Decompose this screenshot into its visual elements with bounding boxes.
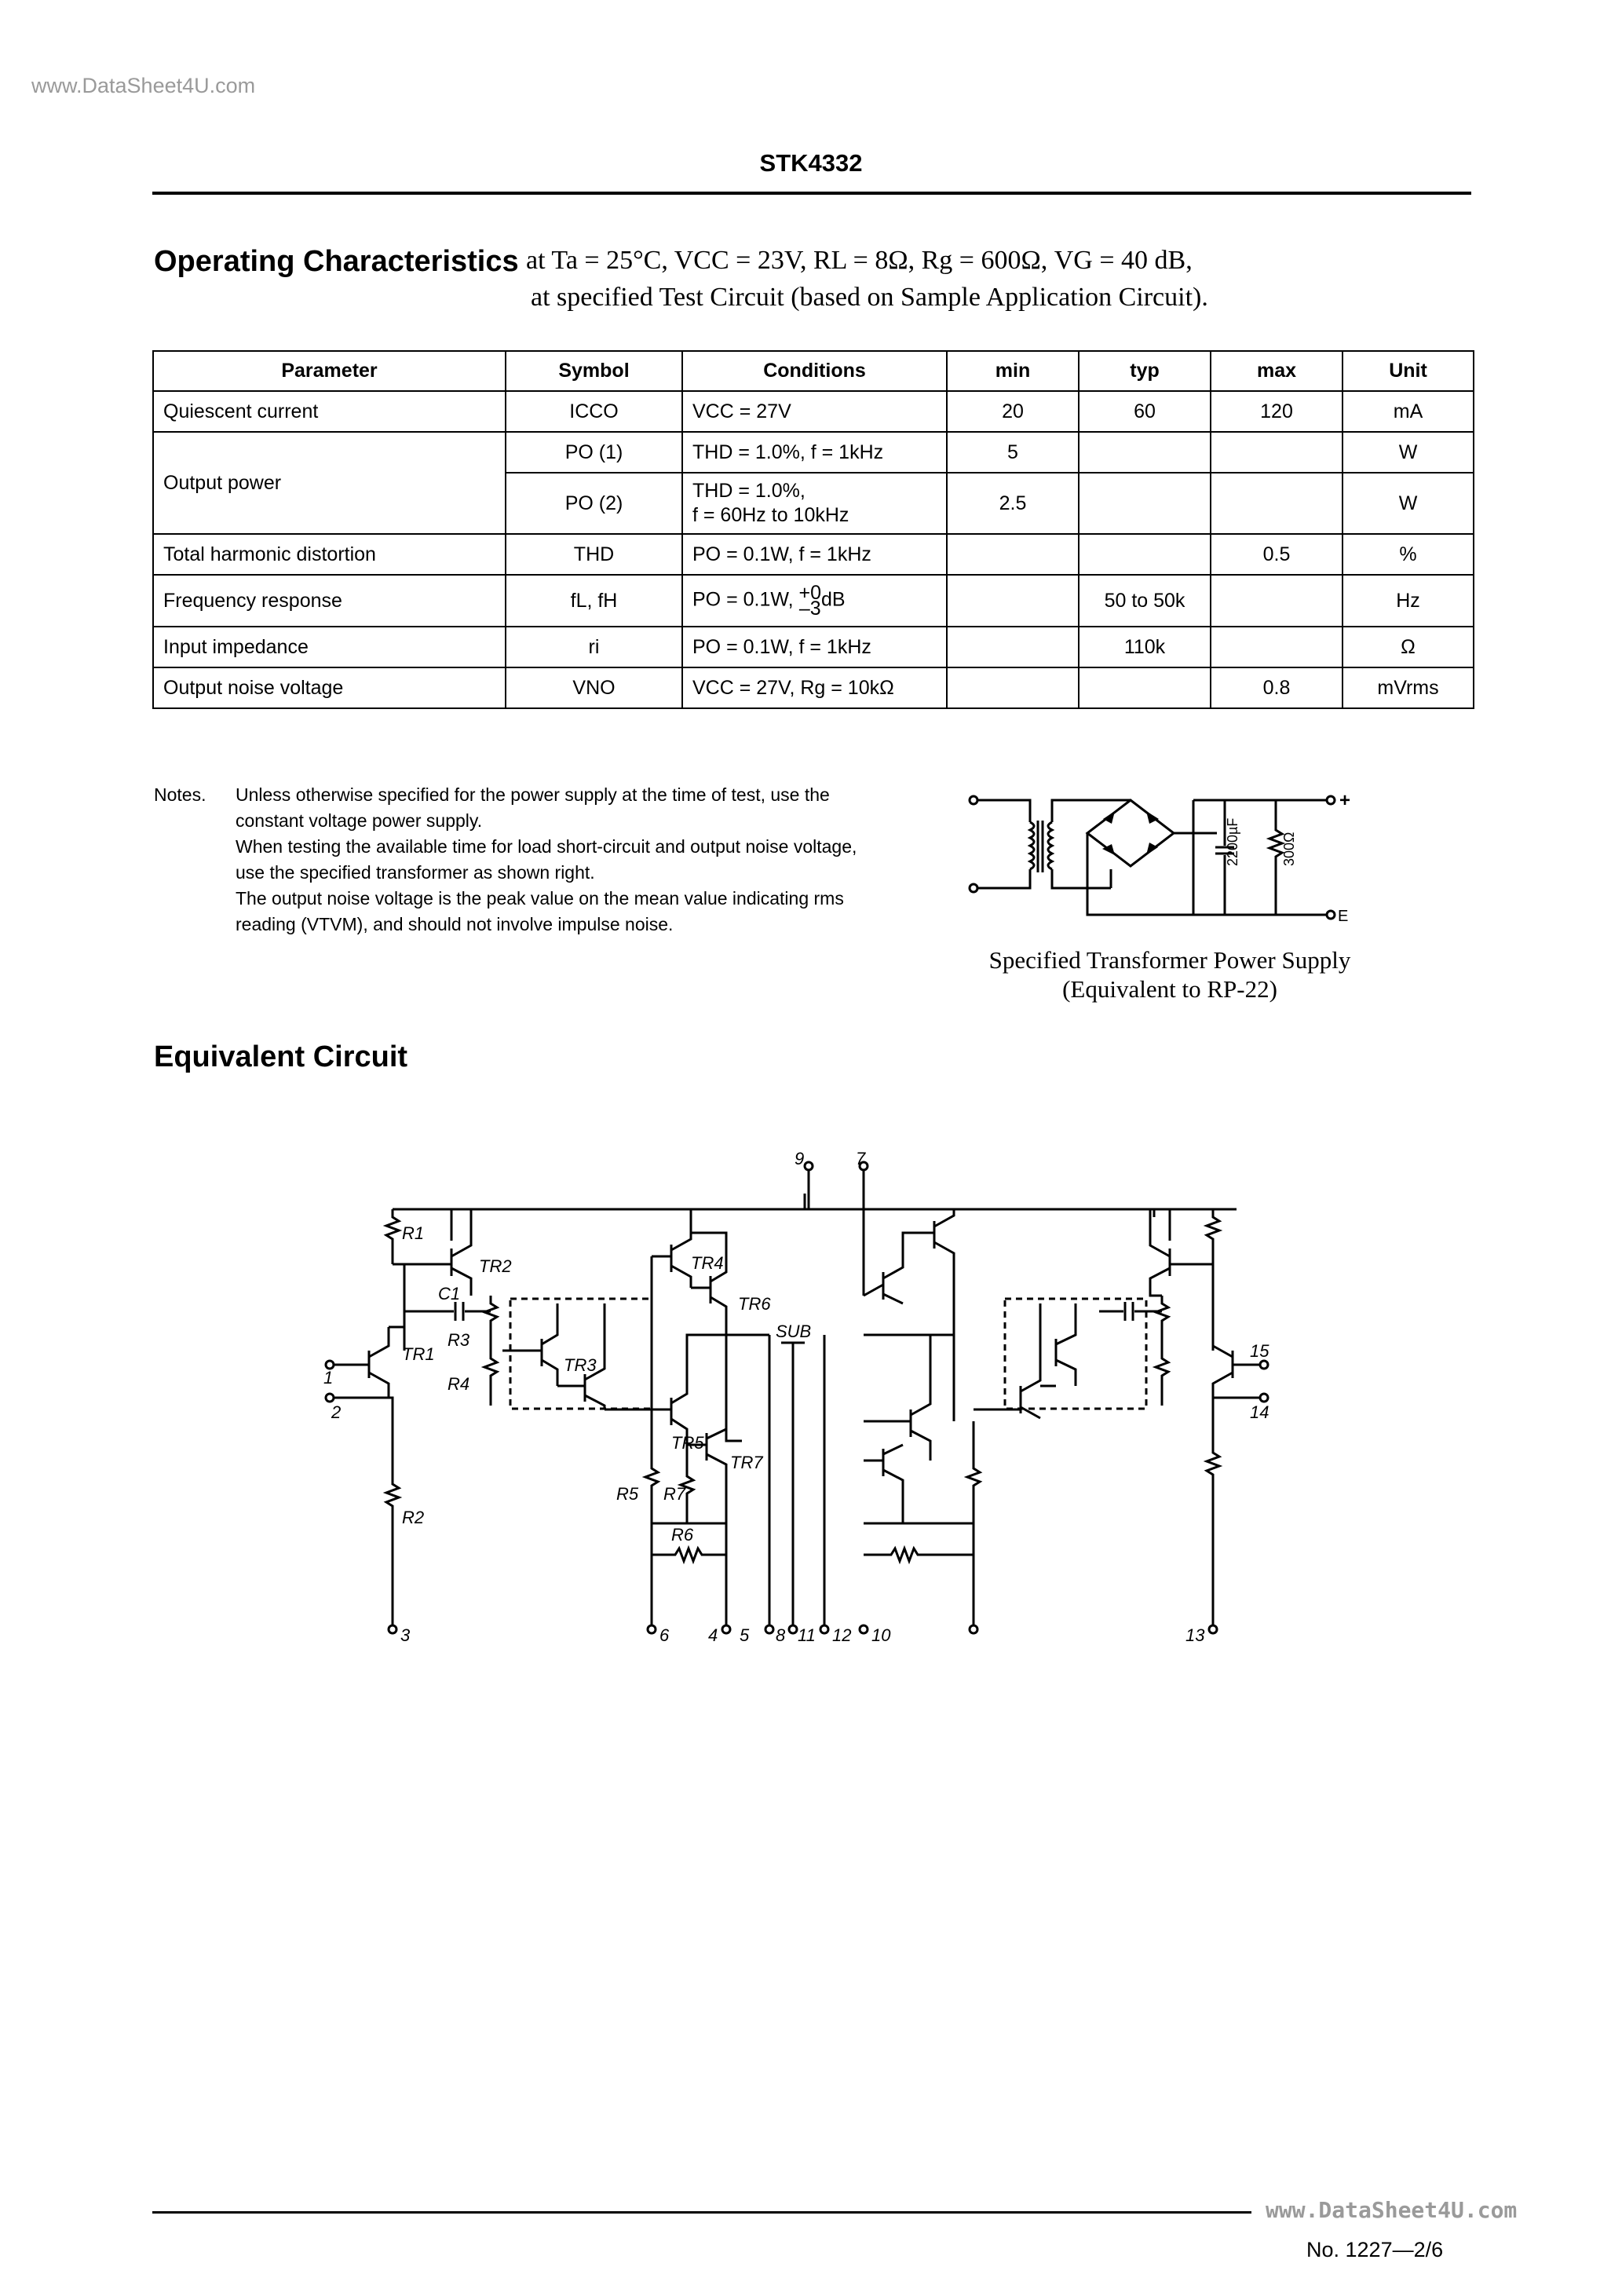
tolerance-plus: +0 [798, 582, 821, 604]
cell-symbol: VNO [506, 667, 682, 708]
label-R5: R5 [616, 1484, 639, 1504]
caption-line2: (Equivalent to RP-22) [1062, 975, 1277, 1003]
pin-3: 3 [400, 1625, 411, 1645]
diode-icon [1146, 843, 1158, 855]
cell-symbol: PO (2) [506, 473, 682, 534]
capacitor-label: 2200µF [1225, 817, 1240, 866]
spec-table [152, 350, 1474, 709]
cell-typ [1079, 667, 1211, 708]
table-row [153, 391, 1474, 432]
operating-conditions-line1 [526, 246, 1193, 276]
resistor-label: 300Ω [1281, 832, 1297, 866]
cell-conditions: VCC = 27V [682, 391, 947, 432]
document-title: STK4332 [759, 149, 863, 177]
operating-conditions-text: at Ta = 25°C, VCC = 23V, RL = 8Ω, Rg = 600Ω, VG = 40 dB, [526, 246, 1193, 275]
footer-rule [152, 2211, 1251, 2214]
note-line: use the specified transformer as shown right. [236, 862, 595, 883]
header-unit: Unit [1343, 351, 1474, 391]
cell-symbol: fL, fH [506, 575, 682, 627]
watermark-top[interactable]: www.DataSheet4U.com [31, 74, 256, 97]
cell-conditions: VCC = 27V, Rg = 10kΩ [682, 667, 947, 708]
cell-conditions [682, 473, 947, 534]
caption-line1: Specified Transformer Power Supply [988, 946, 1351, 974]
label-TR2: TR2 [479, 1256, 512, 1276]
label-SUB: SUB [776, 1322, 812, 1341]
label-R1: R1 [402, 1223, 425, 1243]
bridge-diodes [1102, 811, 1159, 855]
pin-12: 12 [832, 1625, 852, 1645]
note-line: The output noise voltage is the peak value on the mean value indicating rms [236, 888, 844, 909]
label-R4: R4 [448, 1374, 470, 1394]
circuit-labels [323, 1149, 1269, 1645]
table-header-row [153, 351, 1474, 391]
cell-typ: 50 to 50k [1079, 575, 1211, 627]
pin-15: 15 [1250, 1341, 1269, 1361]
cell-typ: 110k [1079, 627, 1211, 667]
equivalent-title: Equivalent Circuit [154, 1040, 408, 1073]
cell-unit: Hz [1343, 575, 1474, 627]
plus-terminal-label: + [1339, 790, 1351, 811]
cell-max [1211, 432, 1343, 473]
label-TR1: TR1 [402, 1344, 435, 1364]
label-R3: R3 [448, 1330, 470, 1350]
cell-unit: % [1343, 534, 1474, 575]
note-line: When testing the available time for load short-circuit and output noise voltage, [236, 836, 857, 857]
label-TR4: TR4 [691, 1253, 724, 1273]
header-symbol: Symbol [506, 351, 682, 391]
header-min: min [947, 351, 1079, 391]
label-TR7: TR7 [730, 1453, 763, 1472]
header-rule [152, 192, 1471, 195]
notes-body [236, 782, 879, 938]
cell-min [947, 575, 1079, 627]
pin-5: 5 [740, 1625, 750, 1645]
pin-7: 7 [856, 1149, 866, 1168]
cell-unit: mA [1343, 391, 1474, 432]
label-TR5: TR5 [671, 1433, 704, 1453]
cell-min: 5 [947, 432, 1079, 473]
note-line: constant voltage power supply. [236, 810, 483, 831]
label-R2: R2 [402, 1508, 425, 1527]
transformer-caption [926, 945, 1413, 1004]
table-row [153, 667, 1474, 708]
cell-conditions-line1: THD = 1.0%, [692, 480, 806, 502]
cell-symbol: PO (1) [506, 432, 682, 473]
operating-title: Operating Characteristics [154, 245, 519, 278]
header-typ: typ [1079, 351, 1211, 391]
cell-conditions-text: PO = 0.1W, [692, 588, 794, 611]
cell-conditions: PO = 0.1W, f = 1kHz [682, 627, 947, 667]
note-line: Unless otherwise specified for the power supply at the time of test, use the [236, 784, 830, 805]
table-row [153, 627, 1474, 667]
transformer-diagram [958, 773, 1382, 930]
label-R6: R6 [671, 1525, 694, 1545]
page-number: No. 1227—2/6 [1306, 2238, 1444, 2261]
cell-typ [1079, 534, 1211, 575]
cell-unit: W [1343, 473, 1474, 534]
header-conditions: Conditions [682, 351, 947, 391]
cell-conditions [682, 575, 947, 627]
cell-symbol: ri [506, 627, 682, 667]
cell-min [947, 627, 1079, 667]
table-row [153, 432, 1474, 473]
header-max: max [1211, 351, 1343, 391]
pin-13: 13 [1185, 1625, 1205, 1645]
cell-max: 120 [1211, 391, 1343, 432]
cell-unit: W [1343, 432, 1474, 473]
cell-max: 0.5 [1211, 534, 1343, 575]
pin-4: 4 [708, 1625, 718, 1645]
equivalent-circuit-diagram [314, 1139, 1335, 1673]
cell-conditions-line2: f = 60Hz to 10kHz [692, 504, 849, 526]
cell-parameter: Output power [153, 432, 506, 534]
circuit-wiring [326, 1162, 1268, 1633]
label-TR6: TR6 [738, 1294, 771, 1314]
cell-max [1211, 575, 1343, 627]
tolerance-minus: –3 [798, 598, 821, 620]
pin-8: 8 [776, 1625, 786, 1645]
cell-max: 0.8 [1211, 667, 1343, 708]
pin-10: 10 [871, 1625, 891, 1645]
label-C1: C1 [438, 1284, 461, 1303]
pin-2: 2 [331, 1402, 342, 1422]
pin-9: 9 [795, 1149, 805, 1168]
transformer-wiring [970, 796, 1335, 919]
header-parameter: Parameter [153, 351, 506, 391]
table-row [153, 534, 1474, 575]
watermark-footer[interactable]: www.DataSheet4U.com [1266, 2197, 1518, 2223]
label-R7: R7 [663, 1484, 686, 1504]
cell-unit: Ω [1343, 627, 1474, 667]
table-row [153, 575, 1474, 627]
operating-conditions-line2: at specified Test Circuit (based on Sample Application Circuit). [531, 283, 1208, 312]
cell-typ [1079, 432, 1211, 473]
cell-min [947, 667, 1079, 708]
pin-1: 1 [323, 1368, 334, 1387]
cell-min: 2.5 [947, 473, 1079, 534]
cell-min [947, 534, 1079, 575]
diode-icon [1146, 811, 1159, 824]
label-TR3: TR3 [564, 1355, 597, 1375]
cell-typ: 60 [1079, 391, 1211, 432]
cell-parameter: Output noise voltage [153, 667, 506, 708]
cell-parameter: Total harmonic distortion [153, 534, 506, 575]
pin-11: 11 [798, 1625, 816, 1645]
pin-6: 6 [659, 1625, 670, 1645]
cell-typ [1079, 473, 1211, 534]
tolerance-unit: dB [821, 588, 846, 611]
cell-symbol: ICCO [506, 391, 682, 432]
diode-icon [1103, 811, 1115, 824]
cell-conditions: THD = 1.0%, f = 1kHz [682, 432, 947, 473]
e-terminal-label: E [1338, 908, 1349, 925]
cell-unit: mVrms [1343, 667, 1474, 708]
cell-parameter: Frequency response [153, 575, 506, 627]
cell-parameter: Quiescent current [153, 391, 506, 432]
pin-14: 14 [1250, 1402, 1269, 1422]
cell-max [1211, 627, 1343, 667]
cell-parameter: Input impedance [153, 627, 506, 667]
cell-conditions: PO = 0.1W, f = 1kHz [682, 534, 947, 575]
note-line: reading (VTVM), and should not involve impulse noise. [236, 914, 674, 934]
tolerance-stack [798, 582, 821, 620]
cell-symbol: THD [506, 534, 682, 575]
notes-label: Notes. [154, 784, 206, 805]
cell-max [1211, 473, 1343, 534]
cell-min: 20 [947, 391, 1079, 432]
